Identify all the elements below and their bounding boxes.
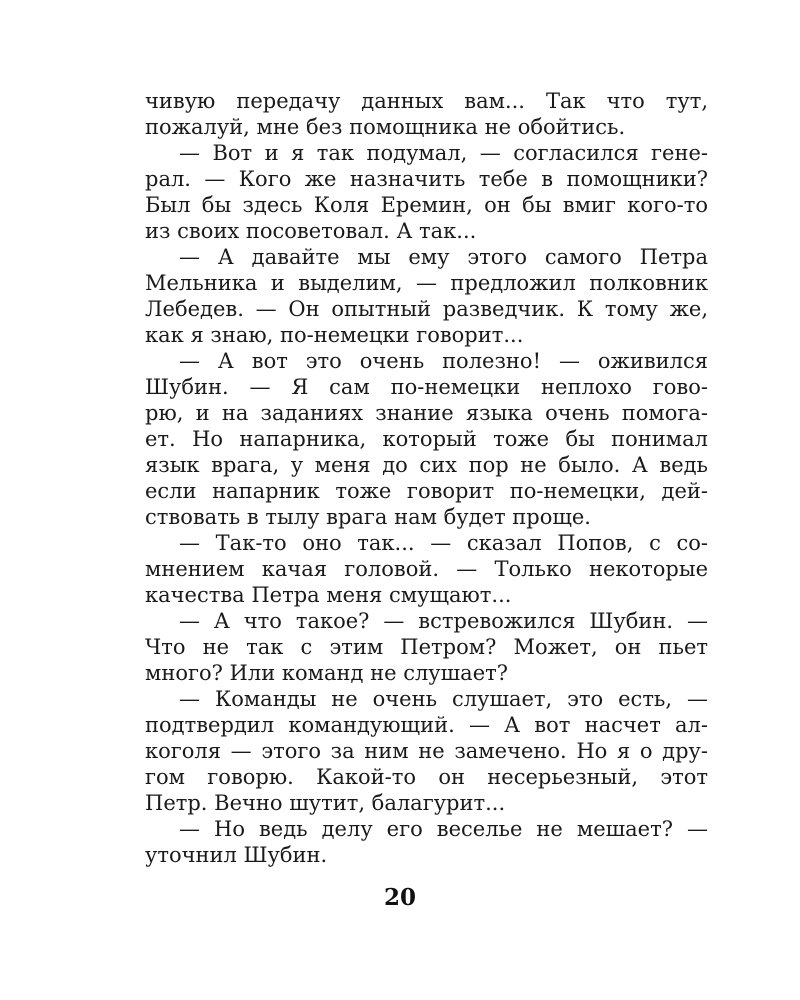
text-line: пожалуй, мне без помощника не обойтись. bbox=[145, 115, 626, 139]
text-line: Был бы здесь Коля Еремин, он бы вмиг кого-то bbox=[145, 193, 708, 217]
text-line: — Вот и я так подумал, — согласился гене- bbox=[179, 141, 708, 165]
text-line: Шубин. — Я сам по-немецки неплохо гово- bbox=[145, 375, 708, 399]
text-line: из своих посоветовал. А так... bbox=[145, 219, 477, 243]
page-body bbox=[145, 88, 708, 868]
text-line: — А вот это очень полезно! — оживился bbox=[179, 349, 708, 373]
text-line: рал. — Кого же назначить тебе в помощники? bbox=[145, 167, 708, 191]
text-line: подтвердил командующий. — А вот насчет ал- bbox=[145, 713, 708, 737]
text-line: ствовать в тылу врага нам будет проще. bbox=[145, 505, 591, 529]
text-line: Лебедев. — Он опытный разведчик. К тому же, bbox=[145, 297, 708, 321]
text-line: ет. Но напарника, который тоже бы понимал bbox=[145, 427, 708, 451]
text-line: Мельника и выделим, — предложил полковник bbox=[145, 271, 708, 295]
text-line: мнением качая головой. — Только некоторые bbox=[145, 557, 708, 581]
text-line: — Но ведь делу его веселье не мешает? — bbox=[179, 817, 708, 841]
text-line: — А давайте мы ему этого самого Петра bbox=[179, 245, 708, 269]
text-line: как я знаю, по-немецки говорит... bbox=[145, 323, 524, 347]
text-line: язык врага, у меня до сих пор не было. А ведь bbox=[145, 453, 708, 477]
text-line: Петр. Вечно шутит, балагурит... bbox=[145, 791, 506, 815]
text-line: гом говорю. Какой-то он несерьезный, этот bbox=[145, 765, 708, 789]
text-line: — Так-то оно так... — сказал Попов, с со- bbox=[179, 531, 708, 555]
text-line: рю, и на заданиях знание языка очень помога- bbox=[145, 401, 708, 425]
text-line: если напарник тоже говорит по-немецки, дей- bbox=[145, 479, 708, 503]
text-line: качества Петра меня смущают... bbox=[145, 583, 512, 607]
page-number: 20 bbox=[383, 884, 416, 911]
text-line: — Команды не очень слушает, это есть, — bbox=[179, 687, 708, 711]
text-line: много? Или команд не слушает? bbox=[145, 661, 509, 685]
text-line: уточнил Шубин. bbox=[145, 843, 328, 867]
text-line: Что не так с этим Петром? Может, он пьет bbox=[145, 635, 708, 659]
text-line: — А что такое? — встревожился Шубин. — bbox=[179, 609, 708, 633]
text-line: коголя — этого за ним не замечено. Но я о дру- bbox=[145, 739, 708, 763]
text-line: чивую передачу данных вам... Так что тут, bbox=[145, 89, 708, 113]
